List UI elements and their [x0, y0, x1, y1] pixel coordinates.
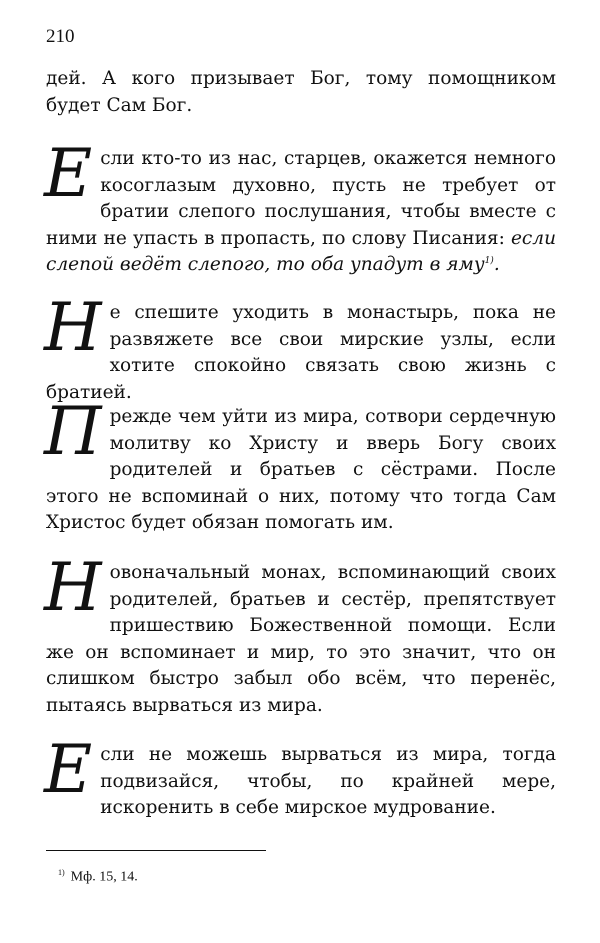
paragraph-1-tail: .: [493, 254, 500, 275]
paragraph-1-text: сли кто-то из нас, старцев, окажется немного косоглазым духовно, пусть не требует от братии слепого послушания, чтобы вместе с ними не упасть в пропасть, по слову Писания:: [46, 148, 556, 249]
dropcap-4: Н: [44, 549, 102, 626]
dropcap-5: Е: [44, 731, 93, 808]
paragraph-2: [44, 289, 556, 406]
paragraph-5: [44, 731, 556, 822]
footnote-reference[interactable]: 1): [484, 255, 494, 266]
paragraph-3: [44, 393, 556, 537]
page-number: 210: [46, 26, 75, 47]
dropcap-1: Е: [44, 135, 93, 212]
paragraph-4-text: овоначальный монах, вспоминающий своих родителей, братьев и сестёр, препятствует пришествию Божественной помощи. Если же он вспоминает и мир, то это значит, что он слишком быстро забыл обо всём, что перенёс, пытаясь вырваться из мира.: [46, 562, 556, 716]
paragraph-4: [44, 549, 556, 719]
paragraph-5-text: сли не можешь вырваться из мира, тогда подвизайся, чтобы, по крайней мере, искоренить в себе мирское мудрование.: [100, 744, 556, 818]
scripture-quote: если слепой ведёт слепого, то оба упадут в яму: [46, 227, 556, 275]
paragraph-2-text: е спешите уходить в монастырь, пока не развяжете все свои мирские узлы, если хотите спокойно связать свою жизнь с братией.: [46, 302, 556, 403]
footnote: [58, 864, 138, 887]
footnote-text: Мф. 15, 14.: [70, 869, 138, 885]
dropcap-3: П: [44, 393, 102, 470]
paragraph-3-text: режде чем уйти из мира, сотвори сердечную молитву ко Христу и вверь Богу своих родителей и братьев с сёстрами. После этого не вспоминай о них, потому что тогда Сам Христос будет обязан помогать им.: [46, 406, 556, 533]
footnote-divider: [46, 850, 266, 851]
paragraph-1: [44, 135, 556, 279]
intro-paragraph: дей. А кого призывает Бог, тому помощником будет Сам Бог.: [46, 68, 556, 116]
footnote-marker: 1): [58, 868, 65, 877]
dropcap-2: Н: [44, 289, 102, 366]
